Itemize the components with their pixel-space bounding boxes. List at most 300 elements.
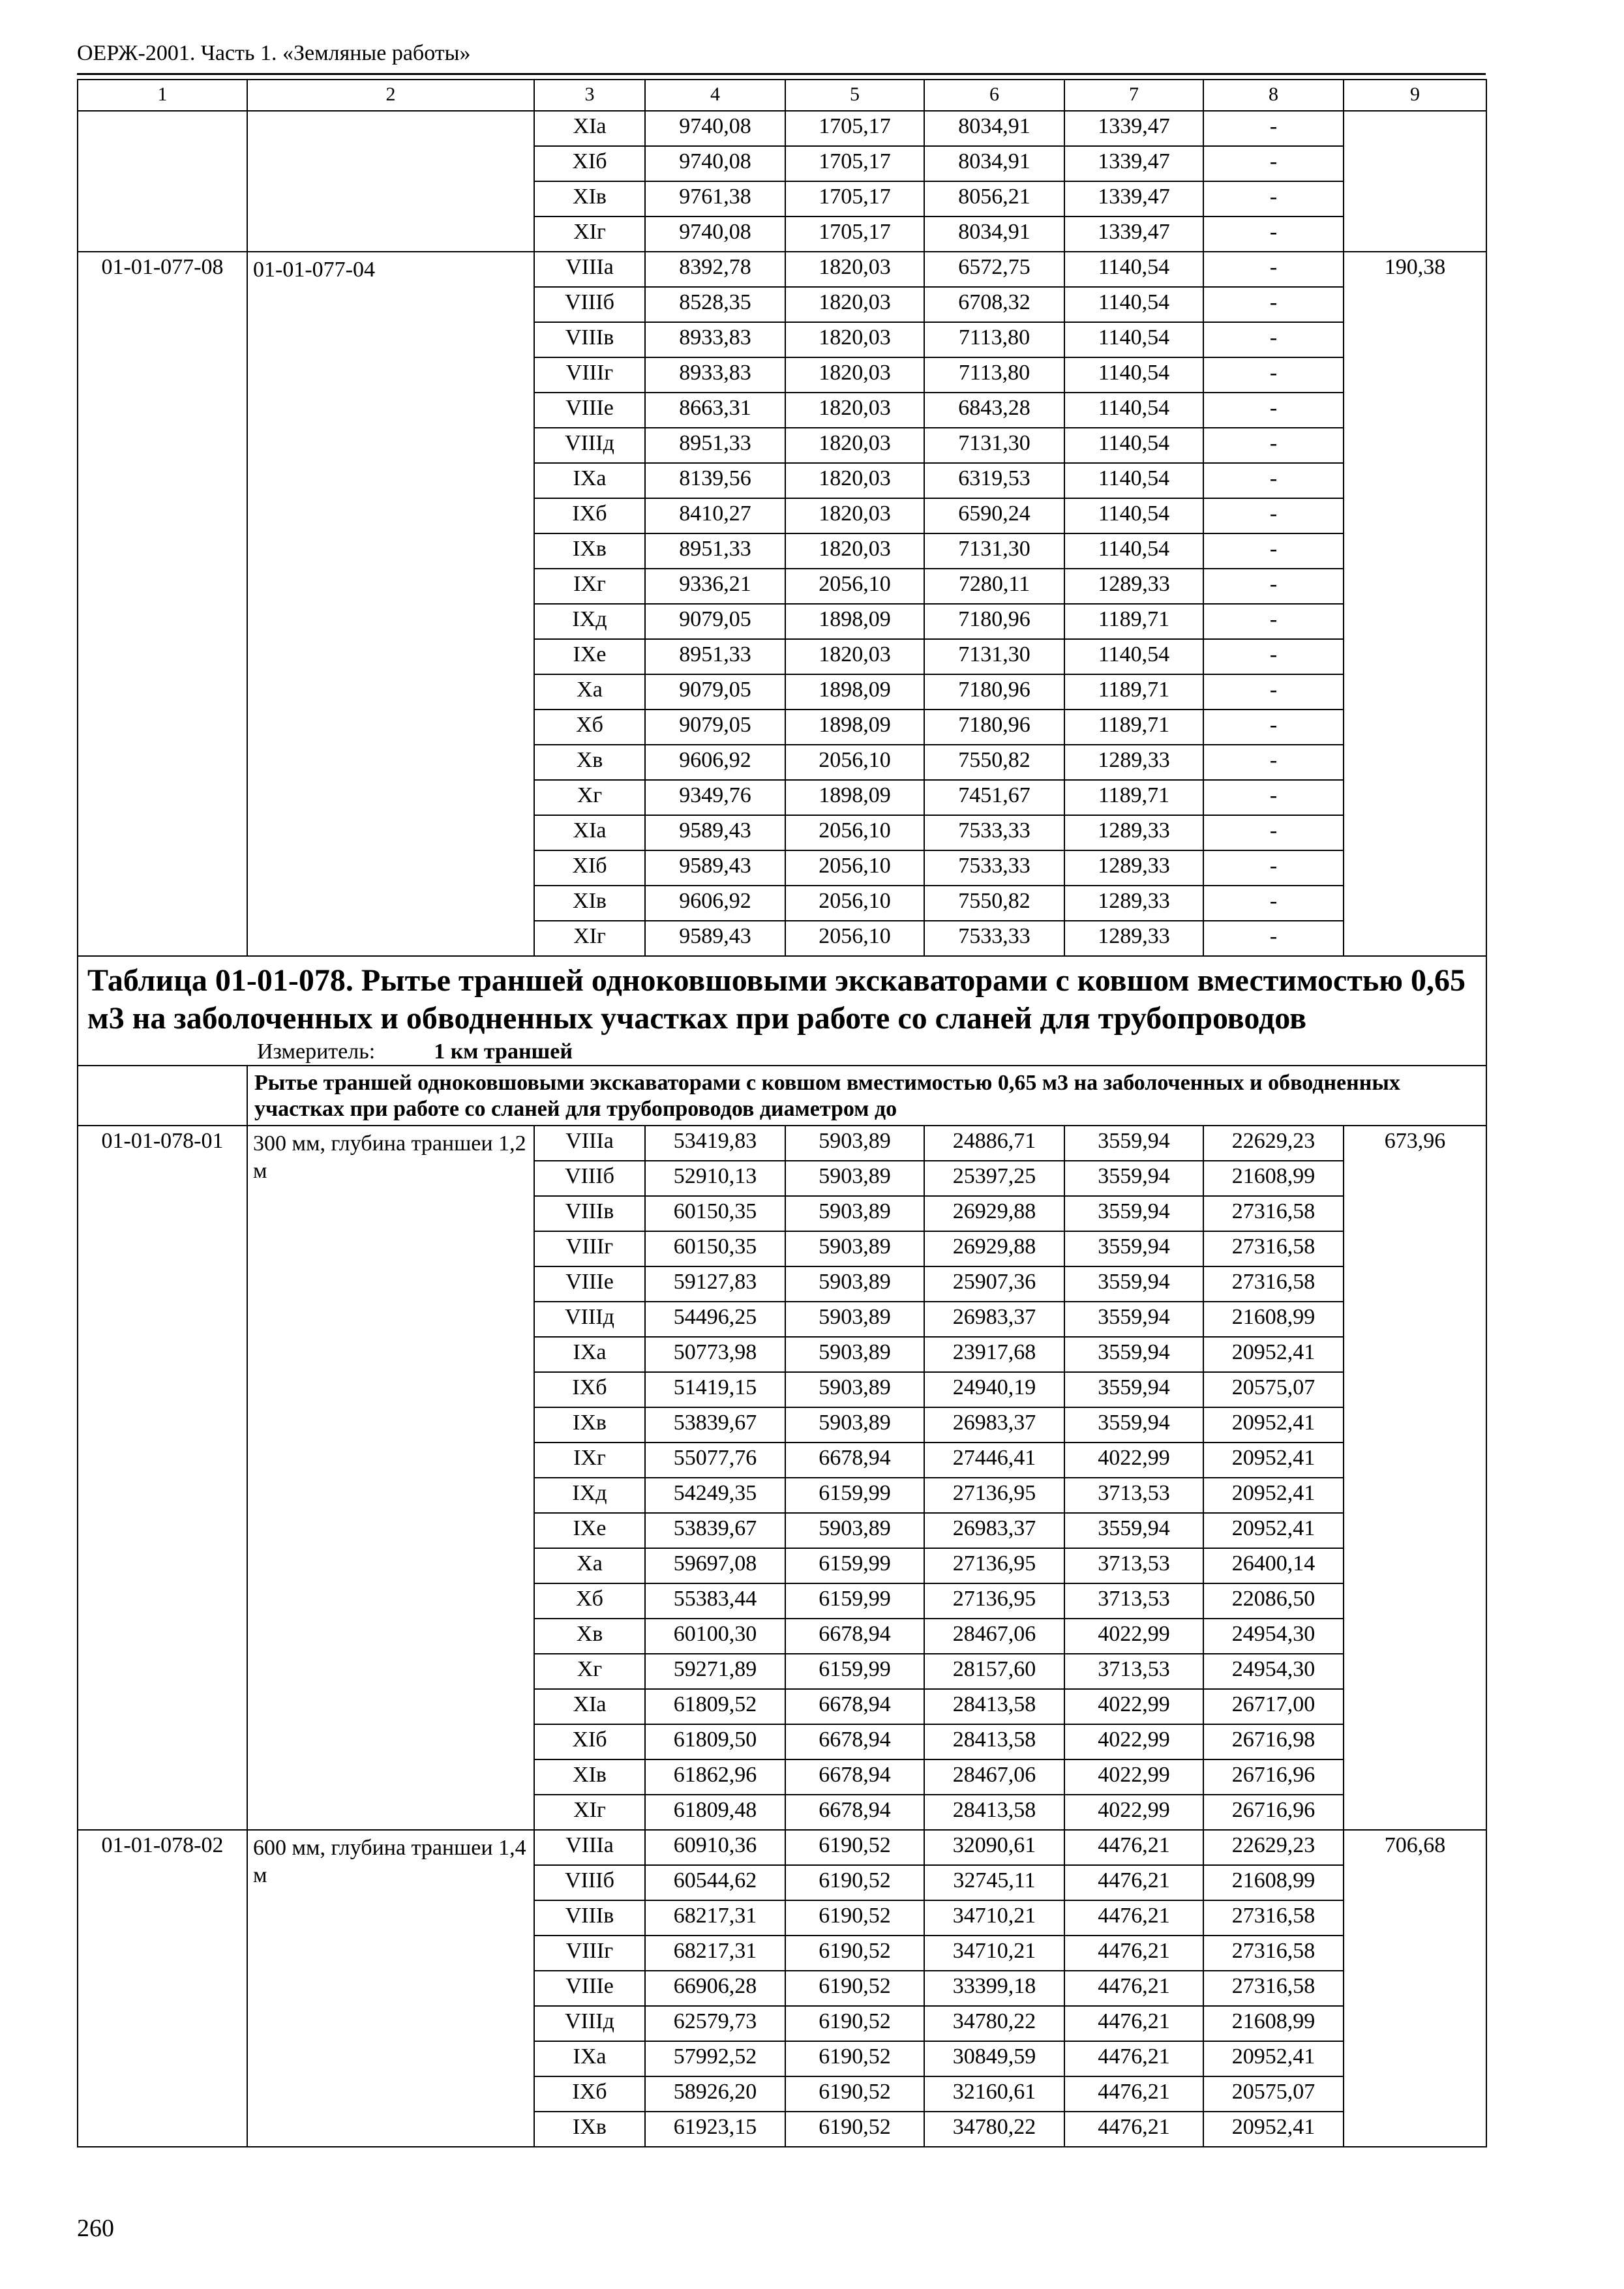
value-cell-v4: 8933,83 — [645, 357, 785, 393]
value-cell-v4: 53419,83 — [645, 1126, 785, 1161]
value-cell-v6: 23917,68 — [924, 1337, 1064, 1372]
value-cell-v4: 57992,52 — [645, 2041, 785, 2076]
value-cell-v8: 21608,99 — [1203, 1865, 1344, 1900]
section-heading: Рытье траншей одноковшовыми экскаваторами с ковшом вместимостью 0,65 м3 на заболоченных и обводненных участках при работе со сланей для трубопроводов диаметром до — [247, 1066, 1486, 1126]
value-cell-v6: 6708,32 — [924, 287, 1064, 322]
value-cell-v8: - — [1203, 252, 1344, 287]
value-cell-v8: - — [1203, 639, 1344, 674]
meter-value: 1 км траншей — [434, 1040, 573, 1064]
value-cell-v6: 7533,33 — [924, 850, 1064, 886]
value-cell-v4: 59127,83 — [645, 1266, 785, 1302]
soil-category-cell: VIIIд — [534, 428, 645, 463]
value-cell-v8: - — [1203, 569, 1344, 604]
value-cell-v4: 53839,67 — [645, 1513, 785, 1548]
value-cell-v4: 62579,73 — [645, 2006, 785, 2041]
value-cell-v8: 24954,30 — [1203, 1654, 1344, 1689]
value-cell-v6: 7131,30 — [924, 533, 1064, 569]
value-cell-v6: 32160,61 — [924, 2076, 1064, 2112]
soil-category-cell: XIв — [534, 886, 645, 921]
soil-category-cell: IXб — [534, 2076, 645, 2112]
value-cell-v6: 6843,28 — [924, 393, 1064, 428]
value-cell-v8: 27316,58 — [1203, 1196, 1344, 1231]
value-cell-v7: 4022,99 — [1064, 1724, 1203, 1759]
value-cell-v6: 8034,91 — [924, 146, 1064, 181]
value-cell-v4: 60150,35 — [645, 1196, 785, 1231]
value-cell-v5: 6678,94 — [785, 1689, 924, 1724]
value-cell-v4: 61923,15 — [645, 2112, 785, 2147]
value-cell-v5: 2056,10 — [785, 886, 924, 921]
value-cell-v5: 2056,10 — [785, 569, 924, 604]
soil-category-cell: IXа — [534, 463, 645, 498]
value-cell-v4: 52910,13 — [645, 1161, 785, 1196]
section-heading-row — [78, 1066, 1486, 1126]
soil-category-cell: Xб — [534, 1583, 645, 1619]
value-cell-v5: 6190,52 — [785, 2041, 924, 2076]
rate-description: 600 мм, глубина траншеи 1,4 м — [247, 1830, 534, 2147]
value-cell-v7: 4476,21 — [1064, 1936, 1203, 1971]
value-cell-v4: 66906,28 — [645, 1971, 785, 2006]
soil-category-cell: XIб — [534, 1724, 645, 1759]
value-cell-v8: 27316,58 — [1203, 1231, 1344, 1266]
value-cell-v6: 26983,37 — [924, 1513, 1064, 1548]
value-cell-v5: 6190,52 — [785, 1936, 924, 1971]
value-cell-v5: 1705,17 — [785, 146, 924, 181]
value-cell-v7: 1140,54 — [1064, 252, 1203, 287]
value-cell-v4: 8528,35 — [645, 287, 785, 322]
value-cell-v5: 6190,52 — [785, 2006, 924, 2041]
table-row — [78, 111, 1486, 146]
value-cell-v5: 1820,03 — [785, 639, 924, 674]
value-cell-v4: 9589,43 — [645, 921, 785, 956]
value-cell-v6: 8056,21 — [924, 181, 1064, 217]
value-cell-v4: 55077,76 — [645, 1443, 785, 1478]
value-cell-v5: 2056,10 — [785, 850, 924, 886]
soil-category-cell: VIIIе — [534, 1971, 645, 2006]
value-cell-v6: 6572,75 — [924, 252, 1064, 287]
value-cell-v5: 1820,03 — [785, 322, 924, 357]
soil-category-cell: VIIIд — [534, 2006, 645, 2041]
value-cell-v7: 4476,21 — [1064, 2076, 1203, 2112]
value-cell-v8: 20575,07 — [1203, 1372, 1344, 1407]
value-cell-v6: 7451,67 — [924, 780, 1064, 815]
value-cell-v8: - — [1203, 780, 1344, 815]
value-cell-v7: 1289,33 — [1064, 921, 1203, 956]
value-cell-v8: 27316,58 — [1203, 1971, 1344, 2006]
soil-category-cell: VIIIв — [534, 322, 645, 357]
soil-category-cell: VIIIб — [534, 287, 645, 322]
value-cell-v6: 34710,21 — [924, 1936, 1064, 1971]
soil-category-cell: XIб — [534, 146, 645, 181]
value-cell-v6: 7550,82 — [924, 886, 1064, 921]
value-cell-v5: 6159,99 — [785, 1583, 924, 1619]
soil-category-cell: XIг — [534, 921, 645, 956]
value-cell-v8: 21608,99 — [1203, 1302, 1344, 1337]
value-cell-v8: - — [1203, 815, 1344, 850]
value-cell-v9: 706,68 — [1344, 1830, 1486, 2147]
value-cell-v5: 1898,09 — [785, 604, 924, 639]
value-cell-v8: 20575,07 — [1203, 2076, 1344, 2112]
soil-category-cell: VIIIг — [534, 357, 645, 393]
table-row — [78, 1126, 1486, 1161]
value-cell-v6: 33399,18 — [924, 1971, 1064, 2006]
value-cell-v7: 1140,54 — [1064, 322, 1203, 357]
value-cell-v4: 9079,05 — [645, 710, 785, 745]
value-cell-v5: 5903,89 — [785, 1161, 924, 1196]
value-cell-v5: 5903,89 — [785, 1266, 924, 1302]
value-cell-v4: 54249,35 — [645, 1478, 785, 1513]
value-cell-v8: 20952,41 — [1203, 1407, 1344, 1443]
value-cell-v8: - — [1203, 357, 1344, 393]
value-cell-v5: 6190,52 — [785, 1971, 924, 2006]
rate-code-empty — [78, 111, 247, 252]
section-heading-spacer — [78, 1066, 247, 1126]
value-cell-v4: 59271,89 — [645, 1654, 785, 1689]
value-cell-v7: 4476,21 — [1064, 1900, 1203, 1936]
value-cell-v7: 3713,53 — [1064, 1654, 1203, 1689]
value-cell-v4: 60150,35 — [645, 1231, 785, 1266]
value-cell-v6: 6590,24 — [924, 498, 1064, 533]
value-cell-v8: 20952,41 — [1203, 1337, 1344, 1372]
value-cell-v5: 5903,89 — [785, 1372, 924, 1407]
rate-description-empty — [247, 111, 534, 252]
value-cell-v6: 7113,80 — [924, 357, 1064, 393]
value-cell-v6: 34710,21 — [924, 1900, 1064, 1936]
table-row — [78, 1830, 1486, 1865]
soil-category-cell: VIIIб — [534, 1161, 645, 1196]
value-cell-v8: - — [1203, 217, 1344, 252]
soil-category-cell: XIа — [534, 111, 645, 146]
value-cell-v7: 1140,54 — [1064, 639, 1203, 674]
value-cell-v6: 26983,37 — [924, 1302, 1064, 1337]
value-cell-v8: - — [1203, 850, 1344, 886]
value-cell-v5: 6678,94 — [785, 1795, 924, 1830]
value-cell-v7: 1140,54 — [1064, 463, 1203, 498]
value-cell-v5: 5903,89 — [785, 1513, 924, 1548]
value-cell-v8: 27316,58 — [1203, 1936, 1344, 1971]
value-cell-v6: 7533,33 — [924, 815, 1064, 850]
value-cell-v4: 8410,27 — [645, 498, 785, 533]
value-cell-v8: 20952,41 — [1203, 1443, 1344, 1478]
value-cell-v6: 28413,58 — [924, 1689, 1064, 1724]
value-cell-v5: 1820,03 — [785, 287, 924, 322]
value-cell-v7: 3559,94 — [1064, 1372, 1203, 1407]
value-cell-v5: 1820,03 — [785, 357, 924, 393]
value-cell-v7: 3559,94 — [1064, 1231, 1203, 1266]
column-number: 3 — [534, 80, 645, 111]
soil-category-cell: VIIIе — [534, 393, 645, 428]
value-cell-v7: 3559,94 — [1064, 1407, 1203, 1443]
value-cell-v6: 32745,11 — [924, 1865, 1064, 1900]
soil-category-cell: XIв — [534, 1759, 645, 1795]
value-cell-v7: 3559,94 — [1064, 1337, 1203, 1372]
soil-category-cell: VIIIе — [534, 1266, 645, 1302]
value-cell-v7: 1289,33 — [1064, 815, 1203, 850]
value-cell-v6: 28157,60 — [924, 1654, 1064, 1689]
page-number: 260 — [77, 2215, 114, 2242]
value-cell-v6: 7131,30 — [924, 639, 1064, 674]
value-cell-v8: 26716,96 — [1203, 1759, 1344, 1795]
value-cell-v8: 26400,14 — [1203, 1548, 1344, 1583]
value-cell-v4: 9761,38 — [645, 181, 785, 217]
value-cell-v8: - — [1203, 674, 1344, 710]
value-cell-v5: 1820,03 — [785, 498, 924, 533]
value-cell-v8: 26717,00 — [1203, 1689, 1344, 1724]
value-cell-v4: 8663,31 — [645, 393, 785, 428]
column-number-row — [78, 80, 1486, 111]
value-cell-v6: 7533,33 — [924, 921, 1064, 956]
value-cell-v7: 4476,21 — [1064, 1865, 1203, 1900]
value-cell-v5: 1705,17 — [785, 181, 924, 217]
value-cell-v8: 27316,58 — [1203, 1900, 1344, 1936]
value-cell-v7: 1339,47 — [1064, 181, 1203, 217]
value-cell-v4: 54496,25 — [645, 1302, 785, 1337]
value-cell-v5: 2056,10 — [785, 921, 924, 956]
value-cell-v4: 9349,76 — [645, 780, 785, 815]
value-cell-v7: 1289,33 — [1064, 850, 1203, 886]
value-cell-v4: 58926,20 — [645, 2076, 785, 2112]
value-cell-v4: 55383,44 — [645, 1583, 785, 1619]
value-cell-v6: 34780,22 — [924, 2112, 1064, 2147]
value-cell-v8: 20952,41 — [1203, 2041, 1344, 2076]
table-title-row — [78, 956, 1486, 1066]
soil-category-cell: IXе — [534, 639, 645, 674]
value-cell-v5: 5903,89 — [785, 1231, 924, 1266]
value-cell-v7: 4022,99 — [1064, 1759, 1203, 1795]
value-cell-v4: 61809,52 — [645, 1689, 785, 1724]
value-cell-v8: 21608,99 — [1203, 2006, 1344, 2041]
value-cell-v5: 2056,10 — [785, 815, 924, 850]
value-cell-v5: 1898,09 — [785, 674, 924, 710]
value-cell-v4: 60100,30 — [645, 1619, 785, 1654]
value-cell-v7: 1189,71 — [1064, 674, 1203, 710]
value-cell-v8: 20952,41 — [1203, 2112, 1344, 2147]
value-cell-v6: 27136,95 — [924, 1548, 1064, 1583]
value-cell-v6: 28413,58 — [924, 1795, 1064, 1830]
value-cell-v8: - — [1203, 287, 1344, 322]
value-cell-v8: 24954,30 — [1203, 1619, 1344, 1654]
rate-description: 300 мм, глубина траншеи 1,2 м — [247, 1126, 534, 1830]
value-cell-v7: 4476,21 — [1064, 2041, 1203, 2076]
soil-category-cell: VIIIа — [534, 1830, 645, 1865]
value-cell-v5: 6678,94 — [785, 1619, 924, 1654]
soil-category-cell: VIIIг — [534, 1231, 645, 1266]
value-cell-v6: 27446,41 — [924, 1443, 1064, 1478]
value-cell-v5: 1898,09 — [785, 710, 924, 745]
rate-description: 01-01-077-04 — [247, 252, 534, 956]
value-cell-v6: 8034,91 — [924, 111, 1064, 146]
value-cell-v4: 9606,92 — [645, 745, 785, 780]
soil-category-cell: Xб — [534, 710, 645, 745]
value-cell-v6: 32090,61 — [924, 1830, 1064, 1865]
value-cell-v5: 5903,89 — [785, 1407, 924, 1443]
value-cell-v7: 3559,94 — [1064, 1126, 1203, 1161]
column-number: 8 — [1203, 80, 1344, 111]
soil-category-cell: IXд — [534, 1478, 645, 1513]
value-cell-v7: 4476,21 — [1064, 2006, 1203, 2041]
value-cell-v8: 27316,58 — [1203, 1266, 1344, 1302]
value-cell-v8: - — [1203, 710, 1344, 745]
soil-category-cell: Xв — [534, 1619, 645, 1654]
value-cell-v7: 1189,71 — [1064, 780, 1203, 815]
value-cell-v7: 1140,54 — [1064, 287, 1203, 322]
column-number: 5 — [785, 80, 924, 111]
soil-category-cell: Xг — [534, 780, 645, 815]
meter-label: Измеритель: — [257, 1040, 376, 1064]
value-cell-v5: 1820,03 — [785, 393, 924, 428]
value-cell-v8: - — [1203, 322, 1344, 357]
value-cell-v7: 1339,47 — [1064, 217, 1203, 252]
value-cell-v8: - — [1203, 463, 1344, 498]
value-cell-v5: 6159,99 — [785, 1654, 924, 1689]
value-cell-v4: 8951,33 — [645, 428, 785, 463]
value-cell-v7: 3559,94 — [1064, 1302, 1203, 1337]
value-cell-v6: 26983,37 — [924, 1407, 1064, 1443]
value-cell-v5: 6190,52 — [785, 1830, 924, 1865]
value-cell-v8: 22629,23 — [1203, 1126, 1344, 1161]
value-cell-v5: 5903,89 — [785, 1126, 924, 1161]
value-cell-v4: 9740,08 — [645, 217, 785, 252]
value-cell-v6: 28467,06 — [924, 1759, 1064, 1795]
value-cell-v8: 20952,41 — [1203, 1513, 1344, 1548]
value-cell-v4: 61809,50 — [645, 1724, 785, 1759]
value-cell-v7: 1140,54 — [1064, 428, 1203, 463]
value-cell-v6: 28413,58 — [924, 1724, 1064, 1759]
column-number: 2 — [247, 80, 534, 111]
column-number: 4 — [645, 80, 785, 111]
value-cell-v7: 3559,94 — [1064, 1196, 1203, 1231]
value-cell-v8: - — [1203, 745, 1344, 780]
soil-category-cell: VIIIд — [534, 1302, 645, 1337]
value-cell-v7: 4022,99 — [1064, 1443, 1203, 1478]
value-cell-v5: 6190,52 — [785, 2076, 924, 2112]
value-cell-v7: 1140,54 — [1064, 533, 1203, 569]
value-cell-v6: 7180,96 — [924, 710, 1064, 745]
value-cell-v7: 3713,53 — [1064, 1583, 1203, 1619]
value-cell-v4: 8951,33 — [645, 639, 785, 674]
value-cell-v4: 50773,98 — [645, 1337, 785, 1372]
value-cell-v7: 1339,47 — [1064, 111, 1203, 146]
value-cell-v5: 6678,94 — [785, 1759, 924, 1795]
soil-category-cell: VIIIб — [534, 1865, 645, 1900]
value-cell-v8: 21608,99 — [1203, 1161, 1344, 1196]
soil-category-cell: IXг — [534, 569, 645, 604]
rate-code: 01-01-078-01 — [78, 1126, 247, 1830]
table-title-cell — [78, 956, 1486, 1066]
table-row — [78, 252, 1486, 287]
table-title: Таблица 01-01-078. Рытье траншей одноковшовыми экскаваторами с ковшом вместимостью 0,65 м3 на заболоченных и обводненных участках при работе со сланей для трубопроводов — [87, 963, 1466, 1036]
value-cell-v5: 6190,52 — [785, 1865, 924, 1900]
page-header: ОЕРЖ-2001. Часть 1. «Земляные работы» — [77, 41, 471, 65]
value-cell-v8: 26716,96 — [1203, 1795, 1344, 1830]
value-cell-v4: 8392,78 — [645, 252, 785, 287]
value-cell-v6: 26929,88 — [924, 1231, 1064, 1266]
value-cell-v6: 30849,59 — [924, 2041, 1064, 2076]
soil-category-cell: XIв — [534, 181, 645, 217]
value-cell-v7: 1339,47 — [1064, 146, 1203, 181]
value-cell-v8: - — [1203, 921, 1344, 956]
value-cell-v4: 8139,56 — [645, 463, 785, 498]
value-cell-v6: 7180,96 — [924, 674, 1064, 710]
rate-code: 01-01-078-02 — [78, 1830, 247, 2147]
value-cell-v5: 1705,17 — [785, 217, 924, 252]
soil-category-cell: Xа — [534, 674, 645, 710]
value-cell-v5: 5903,89 — [785, 1302, 924, 1337]
value-cell-v7: 1289,33 — [1064, 745, 1203, 780]
value-cell-v6: 6319,53 — [924, 463, 1064, 498]
value-cell-v4: 68217,31 — [645, 1900, 785, 1936]
soil-category-cell: IXв — [534, 2112, 645, 2147]
value-cell-v6: 7180,96 — [924, 604, 1064, 639]
soil-category-cell: XIа — [534, 815, 645, 850]
value-cell-v5: 6190,52 — [785, 2112, 924, 2147]
soil-category-cell: VIIIв — [534, 1196, 645, 1231]
value-cell-v6: 7113,80 — [924, 322, 1064, 357]
value-cell-v7: 4476,21 — [1064, 2112, 1203, 2147]
column-number: 6 — [924, 80, 1064, 111]
value-cell-v7: 4476,21 — [1064, 1830, 1203, 1865]
header-rule — [77, 73, 1486, 75]
value-cell-v4: 9079,05 — [645, 674, 785, 710]
value-cell-v4: 9336,21 — [645, 569, 785, 604]
soil-category-cell: VIIIа — [534, 1126, 645, 1161]
soil-category-cell: IXб — [534, 1372, 645, 1407]
value-cell-v7: 3713,53 — [1064, 1548, 1203, 1583]
value-cell-v5: 1898,09 — [785, 780, 924, 815]
value-cell-v6: 34780,22 — [924, 2006, 1064, 2041]
value-cell-v7: 3559,94 — [1064, 1161, 1203, 1196]
value-cell-v4: 68217,31 — [645, 1936, 785, 1971]
value-cell-v6: 28467,06 — [924, 1619, 1064, 1654]
value-cell-v8: - — [1203, 146, 1344, 181]
value-cell-v4: 8933,83 — [645, 322, 785, 357]
soil-category-cell: IXе — [534, 1513, 645, 1548]
value-cell-v5: 1820,03 — [785, 533, 924, 569]
value-cell-v9-empty — [1344, 111, 1486, 252]
value-cell-v7: 3559,94 — [1064, 1513, 1203, 1548]
value-cell-v6: 25907,36 — [924, 1266, 1064, 1302]
soil-category-cell: XIа — [534, 1689, 645, 1724]
value-cell-v4: 61862,96 — [645, 1759, 785, 1795]
value-cell-v5: 1820,03 — [785, 252, 924, 287]
value-cell-v6: 26929,88 — [924, 1196, 1064, 1231]
value-cell-v4: 9740,08 — [645, 111, 785, 146]
value-cell-v5: 1820,03 — [785, 428, 924, 463]
value-cell-v8: - — [1203, 604, 1344, 639]
value-cell-v6: 27136,95 — [924, 1478, 1064, 1513]
value-cell-v8: - — [1203, 181, 1344, 217]
value-cell-v8: 20952,41 — [1203, 1478, 1344, 1513]
soil-category-cell: IXв — [534, 533, 645, 569]
value-cell-v5: 1820,03 — [785, 463, 924, 498]
value-cell-v8: - — [1203, 393, 1344, 428]
value-cell-v8: 22086,50 — [1203, 1583, 1344, 1619]
soil-category-cell: IXа — [534, 2041, 645, 2076]
value-cell-v7: 3559,94 — [1064, 1266, 1203, 1302]
soil-category-cell: IXа — [534, 1337, 645, 1372]
value-cell-v7: 4022,99 — [1064, 1619, 1203, 1654]
value-cell-v6: 24940,19 — [924, 1372, 1064, 1407]
column-number: 1 — [78, 80, 247, 111]
value-cell-v6: 27136,95 — [924, 1583, 1064, 1619]
soil-category-cell: Xа — [534, 1548, 645, 1583]
soil-category-cell: IXб — [534, 498, 645, 533]
soil-category-cell: VIIIв — [534, 1900, 645, 1936]
value-cell-v4: 9589,43 — [645, 850, 785, 886]
value-cell-v7: 4022,99 — [1064, 1795, 1203, 1830]
value-cell-v6: 24886,71 — [924, 1126, 1064, 1161]
soil-category-cell: IXв — [534, 1407, 645, 1443]
meter-line — [87, 1039, 1477, 1065]
